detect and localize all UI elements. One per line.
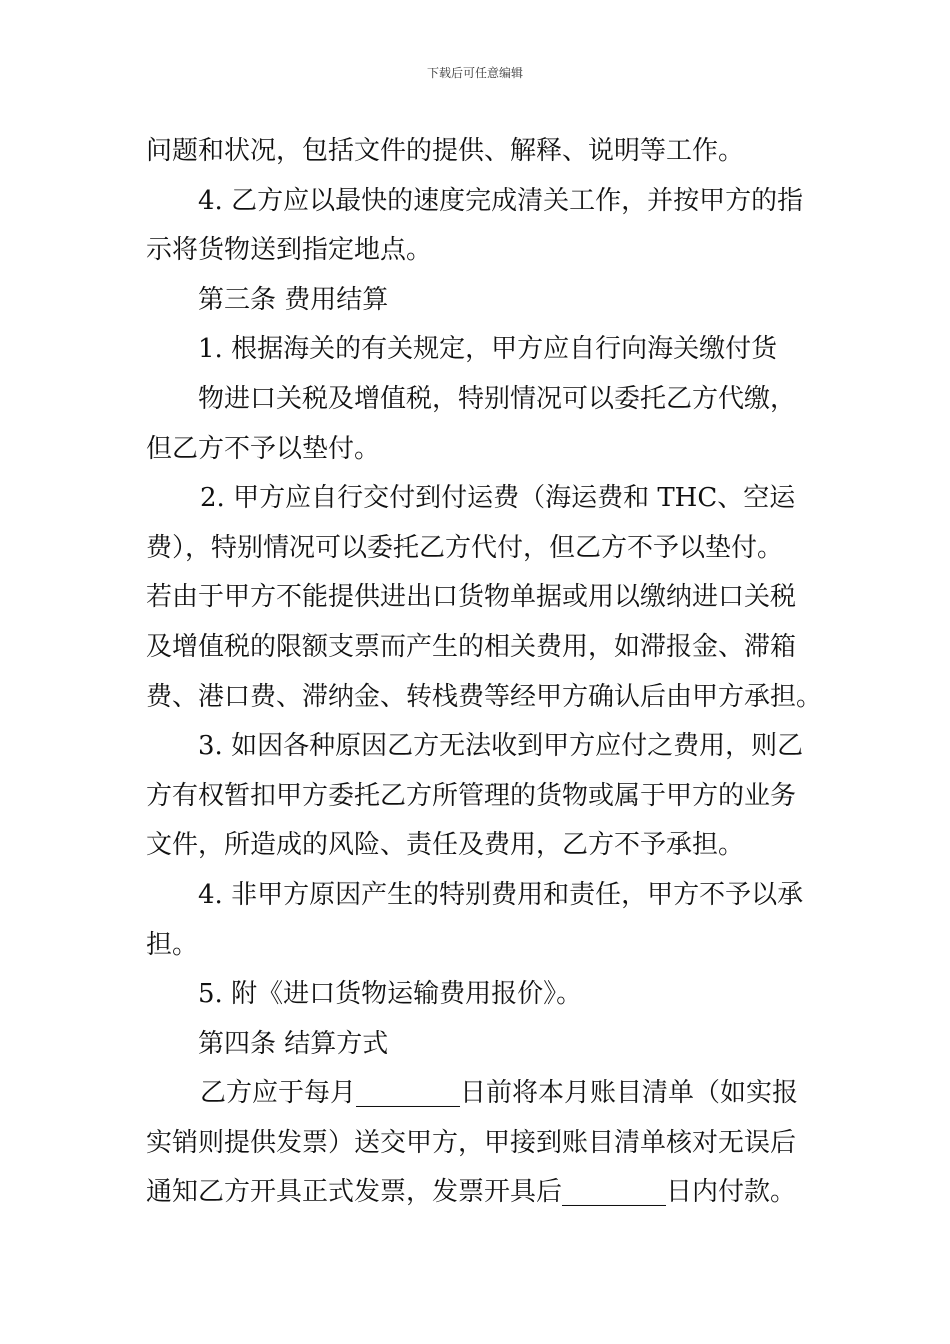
text-line: 但乙方不予以垫付。 [146,433,381,464]
text-line: 5. 附《进口货物运输费用报价》。 [198,979,583,1010]
text-line: 物进口关税及增值税，特别情况可以委托乙方代缴， [198,383,797,414]
text-line: 费），特别情况可以委托乙方代付，但乙方不予以垫付。 [146,532,784,563]
text-line: 文件，所造成的风险、责任及费用，乙方不予承担。 [146,830,745,861]
text-line: 4. 非甲方原因产生的特别费用和责任，甲方不予以承 [198,879,804,910]
text-line: 实销则提供发票）送交甲方，甲接到账目清单核对无误后 [146,1127,797,1158]
text-line: 若由于甲方不能提供进出口货物单据或用以缴纳进口关税 [146,582,797,613]
text-line: 3. 如因各种原因乙方无法收到甲方应付之费用，则乙 [198,731,804,762]
text-line: 方有权暂扣甲方委托乙方所管理的货物或属于甲方的业务 [146,780,797,811]
text-line: 乙方应于每月________日前将本月账目清单（如实报 [200,1078,799,1109]
document-body [146,127,823,1218]
text-line: 示将货物送到指定地点。 [146,235,433,266]
text-line: 2. 甲方应自行交付到付运费（海运费和 THC、空运 [200,483,796,514]
page-header: 下载后可任意编辑 [426,66,523,80]
section-heading: 第四条 结算方式 [198,1028,389,1059]
text-line: 问题和状况，包括文件的提供、解释、说明等工作。 [146,136,745,166]
text-line: 1. 根据海关的有关规定，甲方应自行向海关缴付货 [198,334,778,365]
text-line: 4. 乙方应以最快的速度完成清关工作，并按甲方的指 [198,185,804,216]
section-heading: 第三条 费用结算 [198,284,389,315]
text-line: 及增值税的限额支票而产生的相关费用，如滞报金、滞箱 [146,631,797,662]
text-line: 担。 [146,929,199,960]
text-line: 费、港口费、滞纳金、转栈费等经甲方确认后由甲方承担。 [146,681,823,712]
text-line: 通知乙方开具正式发票，发票开具后________日内付款。 [146,1177,797,1208]
